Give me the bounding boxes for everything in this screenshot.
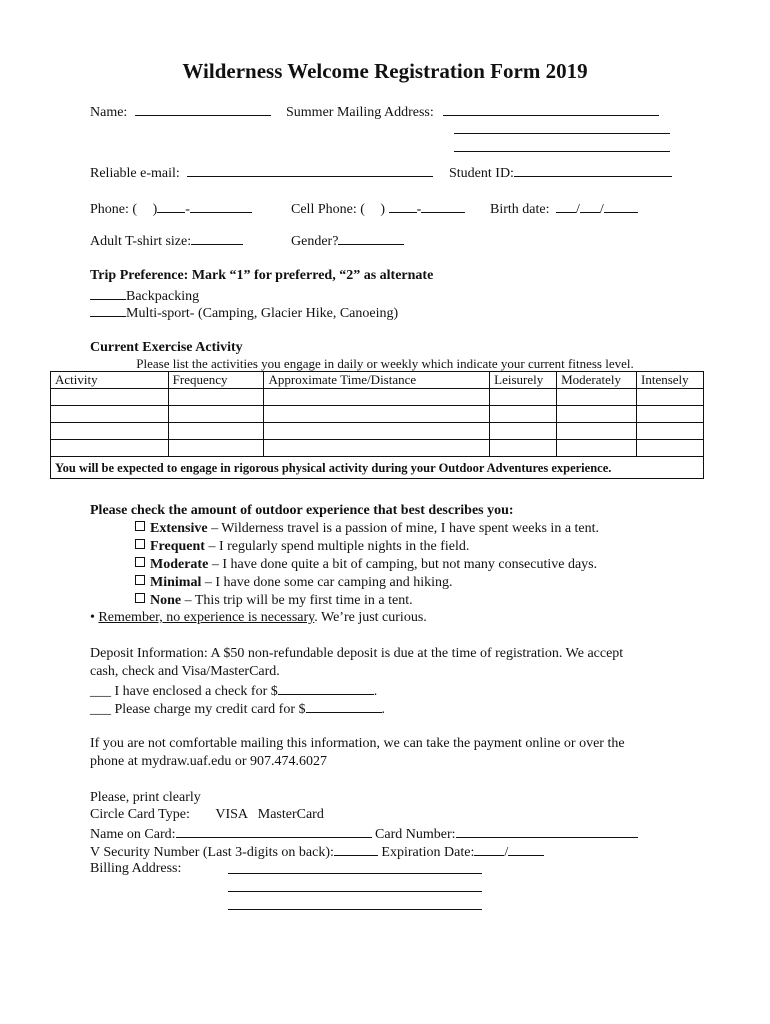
gender-row [291, 231, 404, 250]
cell-phone-row: Cell Phone: ( ) - [291, 199, 465, 218]
billing-label: Billing Address: [90, 861, 182, 876]
time-distance-cell[interactable] [264, 389, 490, 406]
expiration-month-field[interactable] [474, 842, 504, 856]
time-distance-cell[interactable] [264, 406, 490, 423]
gender-label: Gender? [291, 234, 339, 249]
leisurely-cell[interactable] [490, 423, 557, 440]
phone-paren: ) [152, 202, 158, 217]
experience-option-none [135, 592, 413, 609]
experience-option-frequent [135, 538, 469, 555]
table-row [51, 406, 704, 423]
name-on-card-label: Name on Card: [90, 827, 176, 842]
address-row [286, 102, 659, 121]
intensely-cell[interactable] [637, 440, 704, 457]
column-header: Activity [51, 372, 169, 389]
column-header: Intensely [637, 372, 704, 389]
birth-month-field[interactable] [556, 199, 576, 213]
frequency-cell[interactable] [168, 389, 264, 406]
deposit-credit-row [90, 699, 385, 718]
birth-year-field[interactable] [604, 199, 638, 213]
option-text: – I have done some car camping and hiking. [201, 575, 453, 590]
credit-suffix: . [381, 702, 385, 717]
leisurely-cell[interactable] [490, 440, 557, 457]
activity-cell[interactable] [51, 389, 169, 406]
cell-prefix-field[interactable] [389, 199, 417, 213]
email-field[interactable] [187, 163, 433, 177]
activity-cell[interactable] [51, 423, 169, 440]
student-id-label: Student ID: [449, 166, 514, 181]
table-row [51, 423, 704, 440]
multisport-label: Multi-sport- (Camping, Glacier Hike, Canoeing) [126, 306, 399, 321]
checkbox[interactable] [135, 539, 145, 549]
column-header: Leisurely [490, 372, 557, 389]
trip-preference-heading: Trip Preference: Mark “1” for preferred, “2” as alternate [90, 268, 434, 283]
activity-table [50, 371, 704, 479]
billing-row [90, 860, 181, 877]
experience-option-moderate [135, 556, 597, 573]
checkbox[interactable] [135, 557, 145, 567]
online-line-1: If you are not comfortable mailing this information, we can take the payment online or over the [90, 736, 625, 751]
checkbox[interactable] [135, 593, 145, 603]
option-label: Moderate [150, 557, 209, 572]
option-text: – This trip will be my first time in a tent. [181, 593, 413, 608]
email-label: Reliable e-mail: [90, 166, 180, 181]
phone-number-field[interactable] [190, 199, 252, 213]
security-field[interactable] [334, 842, 378, 856]
frequency-cell[interactable] [168, 406, 264, 423]
name-row [90, 102, 271, 121]
column-header: Frequency [168, 372, 264, 389]
credit-label: ___ Please charge my credit card for $ [90, 702, 306, 717]
billing-field-line-1[interactable] [228, 860, 482, 874]
phone-row: Phone: ( ) - [90, 199, 252, 218]
phone-label: Phone: ( [90, 202, 138, 217]
intensely-cell[interactable] [637, 389, 704, 406]
check-suffix: . [373, 684, 378, 699]
intensely-cell[interactable] [637, 406, 704, 423]
activity-cell[interactable] [51, 440, 169, 457]
address-field-line-1[interactable] [443, 102, 659, 116]
moderately-cell[interactable] [557, 389, 637, 406]
card-number-label: Card Number: [375, 827, 456, 842]
name-label: Name: [90, 105, 128, 120]
deposit-check-row [90, 681, 377, 700]
birth-day-field[interactable] [580, 199, 600, 213]
table-footer-row [51, 457, 704, 479]
check-label: ___ I have enclosed a check for $ [90, 684, 278, 699]
phone-prefix-field[interactable] [157, 199, 185, 213]
activity-footer-note: You will be expected to engage in rigorous physical activity during your Outdoor Adventures experience. [51, 457, 704, 479]
checkbox[interactable] [135, 575, 145, 585]
tshirt-field[interactable] [191, 231, 243, 245]
address-field-line-2[interactable] [454, 120, 670, 134]
experience-option-minimal [135, 574, 453, 591]
time-distance-cell[interactable] [264, 423, 490, 440]
tshirt-row [90, 231, 243, 250]
moderately-cell[interactable] [557, 406, 637, 423]
column-header: Approximate Time/Distance [264, 372, 490, 389]
name-field[interactable] [135, 102, 271, 116]
intensely-cell[interactable] [637, 423, 704, 440]
backpacking-label: Backpacking [126, 289, 200, 304]
billing-field-line-3[interactable] [228, 896, 482, 910]
online-line-2: phone at mydraw.uaf.edu or 907.474.6027 [90, 754, 328, 769]
billing-field-line-2[interactable] [228, 878, 482, 892]
option-label: Extensive [150, 521, 208, 536]
card-type-options[interactable]: VISA MasterCard [215, 807, 324, 822]
trip-option-multisport [90, 303, 398, 322]
column-header: Moderately [557, 372, 637, 389]
card-number-field[interactable] [456, 824, 638, 838]
leisurely-cell[interactable] [490, 406, 557, 423]
expiration-slash: / [504, 845, 509, 860]
birth-date-row: Birth date: / / [490, 199, 638, 218]
checkbox[interactable] [135, 521, 145, 531]
option-label: None [150, 593, 182, 608]
option-text: – I regularly spend multiple nights in the field. [204, 539, 470, 554]
bullet: • [90, 610, 99, 625]
card-type-label: Circle Card Type: [90, 807, 190, 822]
name-on-card-field[interactable] [176, 824, 372, 838]
frequency-cell[interactable] [168, 440, 264, 457]
note-rest: . We’re just curious. [314, 610, 427, 625]
cell-phone-label: Cell Phone: ( [291, 202, 365, 217]
activity-instruction: Please list the activities you engage in daily or weekly which indicate your current fitness level. [136, 356, 634, 371]
security-label: V Security Number (Last 3-digits on back): [90, 845, 334, 860]
student-id-row [449, 163, 672, 182]
deposit-line-1: Deposit Information: A $50 non-refundable deposit is due at the time of registration. We accept [90, 646, 624, 661]
print-clearly-note: Please, print clearly [90, 790, 201, 805]
multisport-mark-field[interactable] [90, 303, 126, 317]
gender-field[interactable] [338, 231, 404, 245]
experience-note [90, 609, 427, 626]
time-distance-cell[interactable] [264, 440, 490, 457]
activity-heading: Current Exercise Activity [90, 340, 243, 355]
security-row [90, 842, 544, 861]
activity-cell[interactable] [51, 406, 169, 423]
option-label: Frequent [150, 539, 205, 554]
moderately-cell[interactable] [557, 440, 637, 457]
cell-paren: ) [380, 202, 386, 217]
address-field-line-3[interactable] [454, 138, 670, 152]
check-amount-field[interactable] [278, 681, 374, 695]
option-text: – I have done quite a bit of camping, but not many consecutive days. [208, 557, 598, 572]
table-row [51, 440, 704, 457]
student-id-field[interactable] [514, 163, 672, 177]
backpacking-mark-field[interactable] [90, 286, 126, 300]
credit-amount-field[interactable] [306, 699, 382, 713]
experience-heading: Please check the amount of outdoor experience that best describes you: [90, 503, 514, 518]
cell-number-field[interactable] [421, 199, 465, 213]
option-text: – Wilderness travel is a passion of mine, I have spent weeks in a tent. [207, 521, 600, 536]
form-title: Wilderness Welcome Registration Form 2019 [182, 59, 588, 83]
card-type-row [90, 806, 324, 823]
table-header-row [51, 372, 704, 389]
summer-address-label: Summer Mailing Address: [286, 105, 434, 120]
expiration-label: Expiration Date: [381, 845, 475, 860]
leisurely-cell[interactable] [490, 389, 557, 406]
email-row [90, 163, 433, 182]
option-label: Minimal [150, 575, 202, 590]
name-on-card-row [90, 824, 638, 843]
tshirt-label: Adult T-shirt size: [90, 234, 192, 249]
moderately-cell[interactable] [557, 423, 637, 440]
frequency-cell[interactable] [168, 423, 264, 440]
birth-date-label: Birth date: [490, 202, 550, 217]
expiration-year-field[interactable] [508, 842, 544, 856]
deposit-line-2: cash, check and Visa/MasterCard. [90, 664, 280, 679]
experience-option-extensive [135, 520, 599, 537]
table-row [51, 389, 704, 406]
note-underlined: Remember, no experience is necessary [98, 610, 315, 625]
